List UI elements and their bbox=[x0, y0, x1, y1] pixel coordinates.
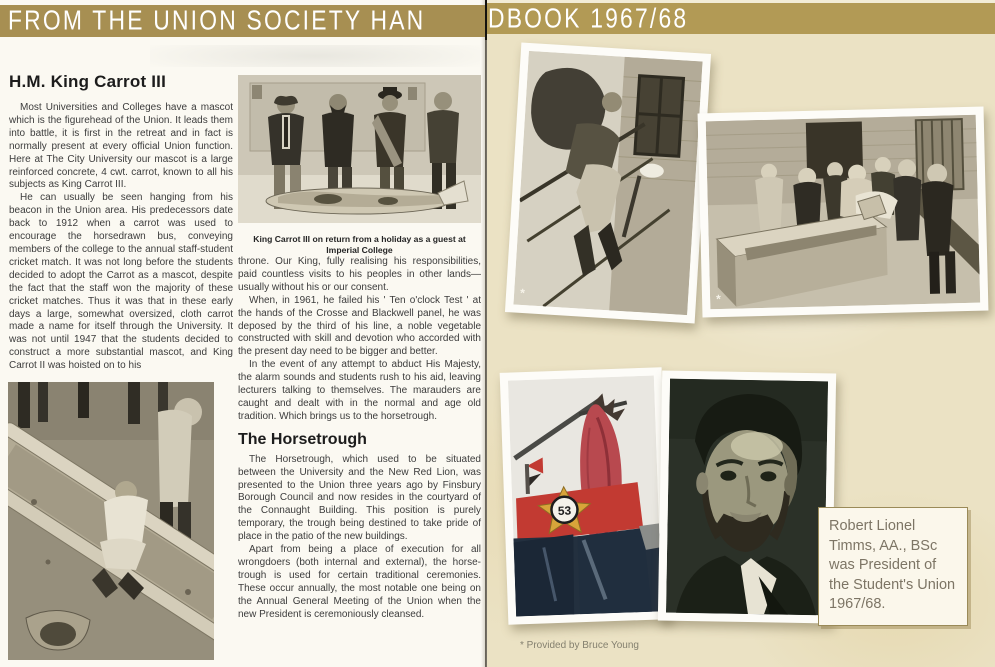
title-banner-left bbox=[0, 5, 486, 37]
paragraph: throne. Our King, fully realising his responsibilities, paid countless visits to his peoples in other lands—usually without his or our consent. bbox=[238, 256, 481, 293]
photo-caption: King Carrot III on return from a holiday as a guest at Imperial College bbox=[253, 234, 466, 255]
banner-title-left: FROM THE UNION SOCIETY HAN bbox=[8, 5, 426, 37]
title-banner-right bbox=[487, 3, 995, 34]
left-page bbox=[0, 0, 486, 667]
pencil-smudge bbox=[150, 45, 480, 67]
trough-ride-photo bbox=[8, 382, 214, 660]
photo-asterisk: * bbox=[519, 285, 526, 301]
president-caption-box: Robert Lionel Timms, AA., BSc was President of the Student's Union 1967/68. bbox=[818, 507, 968, 626]
trough-dunk-photo bbox=[698, 107, 989, 318]
paragraph: In the event of any attempt to abduct His Majesty, the alarm sounds and students rush to his aid, leaving lecturers talking to themselves. The marauders are caught and dealt with in the normal and age old tradition. Which brings us to the horsetrough. bbox=[238, 359, 481, 422]
paragraph: When, in 1961, he failed his ' Ten o'clock Test ' at the hands of the Crosse and Blackwell panel, he was deposed by the third of his line, a noble vegetable constructed with skill and devotion who accorded with the present day need to be bigger and better. bbox=[238, 294, 481, 358]
section-heading: The Horsetrough bbox=[238, 430, 367, 448]
photo-credit: * Provided by Bruce Young bbox=[520, 640, 639, 651]
king-carrot-group-photo bbox=[238, 75, 481, 223]
left-text-column bbox=[9, 102, 233, 373]
paragraph: Apart from being a place of execution for all wrongdoers (both internal and external), the horse-trough is used for certain traditional ceremonies. These occur annually, the most notable one being on the Annual General Meeting of the Union when the new President is ceremoniously cleansed. bbox=[238, 544, 481, 620]
article-heading: H.M. King Carrot III bbox=[9, 72, 166, 91]
banner-title-right: DBOOK 1967/68 bbox=[488, 3, 689, 34]
photo-asterisk: * bbox=[715, 292, 721, 307]
paragraph: He can usually be seen hanging from his beacon in the Union area. His predecessors date back to 1912 when a carrot was used to encourage the horsedrawn bus, conveying members of the college to the annual staff-student cricket match. It was not long before the students decided to adopt the Carrot as a mascot, despite the fact that the staff won the majority of these cricket matches. Thus it was that in these early days a large, somewhat oversized, cloth carrot made a name for itself through the University. It was not until 1947 that the students decided to construct a more substantial mascot, and King Carrot II was hoisted on to his bbox=[9, 192, 233, 372]
president-portrait-photo bbox=[658, 371, 836, 624]
paragraph: The Horsetrough, which used to be situated between the University and the New Red Lion, was presented to the Union three years ago by Finsbury Borough Council and now resides in the courtyard of the Connaught Building. This position is purely temporary, the trough being destined to take pride of place in the patio of the new buildings. bbox=[238, 453, 481, 543]
steps-carry-photo bbox=[505, 42, 711, 323]
float-number: 53 bbox=[557, 503, 572, 518]
middle-text-column bbox=[238, 256, 481, 621]
book-gutter bbox=[485, 0, 487, 667]
paragraph: Most Universities and Colleges have a mascot which is the figurehead of the Union. It leads them into battle, it is first in the retreat and in fact is normally present at every official Union function. Here at The City University our mascot is a large reinforced concrete, 4 cwt. carrot, known to all his subjects as King Carrot III. bbox=[9, 102, 233, 191]
carrot-float-photo bbox=[500, 367, 671, 625]
